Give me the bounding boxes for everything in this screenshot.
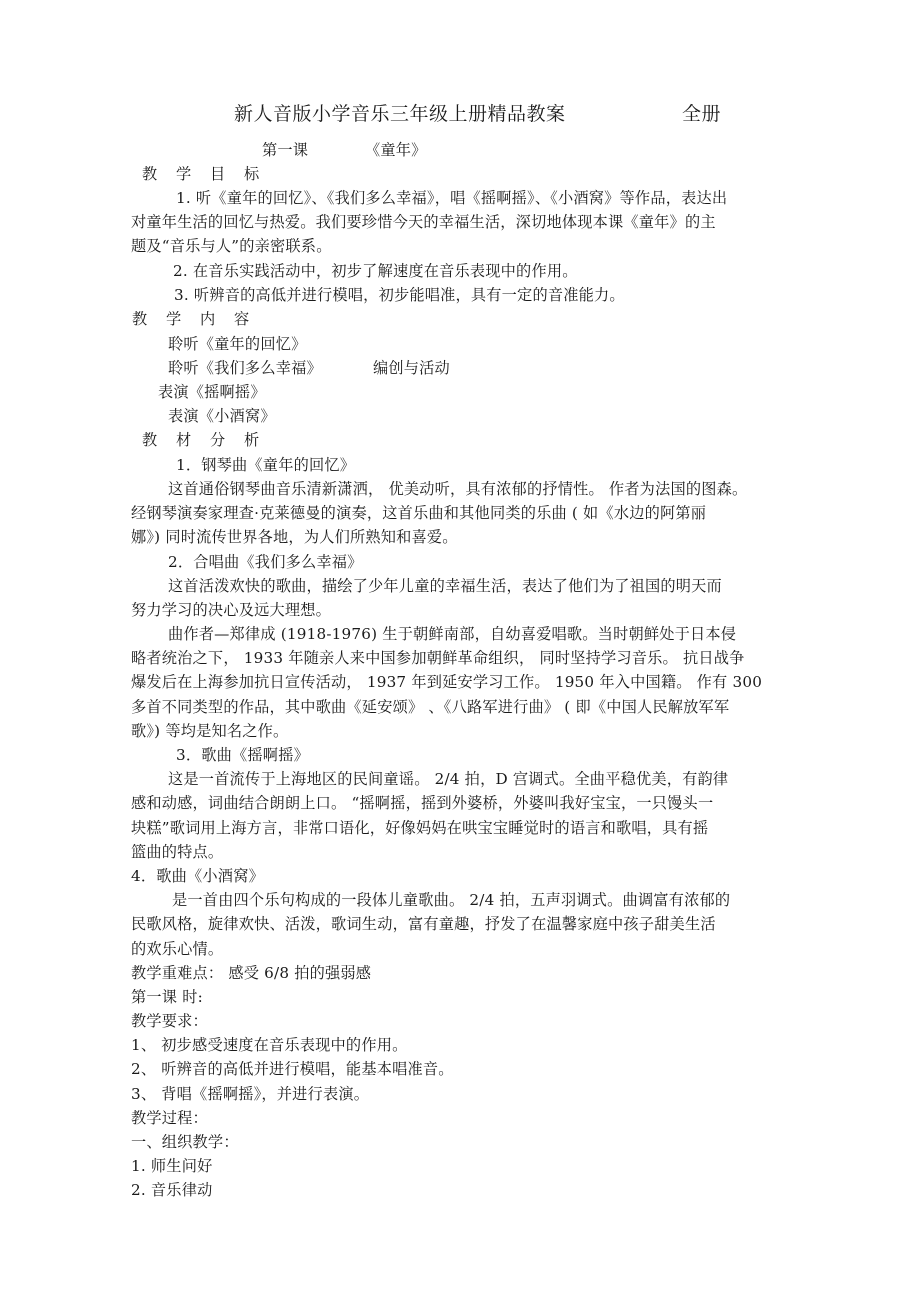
list-item: 2、 听辨音的高低并进行模唱，能基本唱准音。	[131, 1060, 454, 1078]
text-line: 对童年生活的回忆与热爱。我们要珍惜今天的幸福生活，深切地体现本课《童年》的主	[131, 213, 716, 231]
text-line: 3. 听辨音的高低并进行模唱，初步能唱准，具有一定的音准能力。	[174, 286, 625, 304]
lesson-period: 第一课 时:	[131, 988, 203, 1006]
list-item: 聆听《我们多么幸福》	[168, 359, 322, 377]
text-line: 多首不同类型的作品，其中歌曲《延安颂》 、《八路军进行曲》 ( 即《中国人民解放军军	[131, 698, 730, 716]
section-heading: 教 学 内 容	[132, 310, 257, 328]
key-points: 教学重难点： 感受 6/8 拍的强弱感	[131, 964, 372, 982]
section-heading: 教 材 分 析	[142, 431, 267, 449]
text-line: 的欢乐心情。	[131, 940, 224, 958]
list-item: 3、 背唱《摇啊摇》，并进行表演。	[131, 1085, 370, 1103]
subheading: 2．合唱曲《我们多么幸福》	[168, 553, 363, 571]
subheading: 3．歌曲《摇啊摇》	[176, 746, 309, 764]
text-line: 这首通俗钢琴曲音乐清新潇洒， 优美动听，具有浓郁的抒情性。 作者为法国的图森。	[168, 480, 748, 498]
list-item: 编创与活动	[373, 359, 450, 377]
document-title-suffix: 全册	[682, 103, 722, 125]
text-line: 1. 听《童年的回忆》、《我们多么幸福》，唱《摇啊摇》、《小酒窝》等作品，表达出	[176, 189, 728, 207]
text-line: 民歌风格，旋律欢快、活泼，歌词生动，富有童趣，抒发了在温馨家庭中孩子甜美生活	[131, 915, 716, 933]
text-line: 努力学习的决心及远大理想。	[131, 601, 332, 619]
text-line: 感和动感，词曲结合朗朗上口。 “摇啊摇，摇到外婆桥，外婆叫我好宝宝，一只馒头一	[131, 794, 714, 812]
text-line: 块糕”歌词用上海方言，非常口语化，好像妈妈在哄宝宝睡觉时的语言和歌唱，具有摇	[131, 819, 709, 837]
text-line: 题及“音乐与人”的亲密联系。	[131, 237, 332, 255]
list-item: 2. 音乐律动	[131, 1181, 213, 1199]
document-title: 新人音版小学音乐三年级上册精品教案	[234, 103, 566, 125]
text-line: 是一首由四个乐句构成的一段体儿童歌曲。 2/4 拍，五声羽调式。曲调富有浓郁的	[172, 891, 731, 909]
list-item: 1. 师生问好	[131, 1157, 213, 1175]
text-line: 爆发后在上海参加抗日宣传活动， 1937 年到延安学习工作。 1950 年入中国籍。 作有 300	[131, 673, 763, 691]
text-line: 曲作者—郑律成 (1918-1976) 生于朝鲜南部，自幼喜爱唱歌。当时朝鲜处于日本侵	[168, 625, 737, 643]
text-line: 这是一首流传于上海地区的民间童谣。 2/4 拍，D 宫调式。全曲平稳优美，有韵律	[168, 770, 729, 788]
process-heading: 教学过程：	[131, 1109, 208, 1127]
text-line: 娜》) 同时流传世界各地，为人们所熟知和喜爱。	[131, 528, 458, 546]
lesson-name: 《童年》	[365, 141, 427, 159]
subheading: 4．歌曲《小酒窝》	[131, 867, 264, 885]
text-line: 篮曲的特点。	[131, 843, 224, 861]
list-item: 表演《小酒窝》	[168, 407, 276, 425]
text-line: 略者统治之下， 1933 年随亲人来中国参加朝鲜革命组织， 同时坚持学习音乐。 抗日战争	[131, 649, 745, 667]
text-line: 经钢琴演奏家理查·克莱德曼的演奏，这首乐曲和其他同类的乐曲 ( 如《水边的阿第丽	[131, 504, 707, 522]
requirements-heading: 教学要求：	[131, 1012, 208, 1030]
text-line: 这首活泼欢快的歌曲，描绘了少年儿童的幸福生活，表达了他们为了祖国的明天而	[168, 577, 722, 595]
lesson-label: 第一课	[262, 141, 309, 159]
section-heading: 教 学 目 标	[142, 165, 267, 183]
subheading: 1．钢琴曲《童年的回忆》	[176, 456, 356, 474]
list-item: 聆听《童年的回忆》	[168, 335, 307, 353]
list-item: 表演《摇啊摇》	[158, 383, 266, 401]
text-line: 歌》) 等均是知名之作。	[131, 722, 289, 740]
list-item: 一、组织教学：	[131, 1133, 239, 1151]
text-line: 2. 在音乐实践活动中，初步了解速度在音乐表现中的作用。	[173, 262, 578, 280]
list-item: 1、 初步感受速度在音乐表现中的作用。	[131, 1036, 408, 1054]
